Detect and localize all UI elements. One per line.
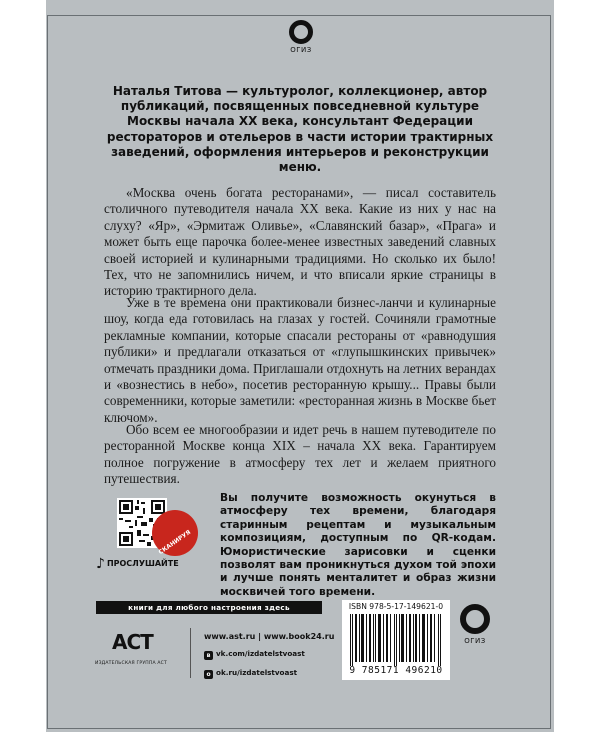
ast-group-label: ИЗДАТЕЛЬСКАЯ ГРУППА АСТ bbox=[95, 661, 167, 666]
logo-ring bbox=[289, 20, 313, 44]
logo-ring bbox=[460, 604, 490, 634]
ok-link[interactable]: ok.ru/izdatelstvoast bbox=[216, 668, 298, 677]
ogiz-logo-icon bbox=[286, 20, 316, 54]
body-paragraph-3: Обо всем ее многообразии и идет речь в нашем путеводителе по ресторанной Москве конца XIX – начала XX века. Гарантируем полное погружение в атмосферу тех лет и желаем приятного путешествия. bbox=[104, 422, 496, 487]
music-note-icon: ♪ bbox=[96, 556, 105, 572]
websites-link[interactable]: www.ast.ru | www.book24.ru bbox=[204, 632, 335, 641]
barcode-graphic bbox=[348, 614, 444, 666]
listen-label-row bbox=[96, 556, 204, 572]
barcode-digits: 9 785171 496210 bbox=[349, 665, 443, 676]
ok-link-row[interactable] bbox=[204, 668, 334, 679]
tagline-bar: книги для любого настроения здесь bbox=[96, 601, 322, 614]
logo-text: ОГИЗ bbox=[464, 637, 486, 645]
qr-block bbox=[96, 492, 204, 588]
scan-badge bbox=[152, 510, 198, 556]
qr-description: Вы получите возможность окунуться в атмосферу тех времени, благодаря старинным рецептам и музыкальным композициям, доступным по QR-кодам. Юмористические зарисовки и сценки позволят вам проникнуться духом той эпохи и лучше понять менталитет и образ жизни москвичей того времени. bbox=[220, 492, 496, 598]
divider bbox=[190, 628, 191, 678]
logo-text: ОГИЗ bbox=[290, 46, 312, 54]
ok-icon: о bbox=[204, 670, 213, 679]
ogiz-logo-icon bbox=[455, 604, 495, 645]
scan-label: СКАНИРУЯ bbox=[157, 528, 193, 557]
vk-link[interactable]: vk.com/izdatelstvoast bbox=[216, 649, 305, 658]
isbn-text: ISBN 978-5-17-149621-0 bbox=[348, 602, 444, 611]
body-paragraph-2: Уже в те времена они практиковали бизнес-ланчи и кулинарные шоу, когда еда готовилась на глазах у гостей. Сочиняли грамотные рекламные компании, которые спасали рестораны от «равнодушия публики» и предлагали отказаться от «глупышкинских привычек» отмечать праздники дома. Приглашали отдохнуть на летних верандах и «вознестись в небо», посетив ресторанную крышу... Правы были современники, которые заметили: «ресторанная жизнь в Москве бьет ключом». bbox=[104, 295, 496, 425]
publisher-links bbox=[204, 632, 334, 687]
ast-logo: АСТ bbox=[112, 630, 153, 654]
listen-label: ПРОСЛУШАЙТЕ bbox=[106, 559, 179, 568]
vk-icon: в bbox=[204, 651, 213, 660]
author-bio: Наталья Титова — культуролог, коллекционер, автор публикаций, посвященных повседневной культуре Москвы начала XX века, консультант Федерации рестораторов и отельеров в части истории трактирных заведений, оформления интерьеров и реконструкции меню. bbox=[106, 84, 494, 175]
vk-link-row[interactable] bbox=[204, 649, 334, 660]
body-paragraph-1: «Москва очень богата ресторанами», — писал составитель столичного путеводителя начала XX века. Какие из них у нас на слуху? «Яр», «Эрмитаж Оливье», «Славянский базар», «Прага» и может быть еще парочка более-менее известных заведений славных своей историей и кулинарными традициями. Но сколько их было! Тех, что не запомнились ничем, и что вписали яркие страницы в историю трактирного дела. bbox=[104, 185, 496, 299]
